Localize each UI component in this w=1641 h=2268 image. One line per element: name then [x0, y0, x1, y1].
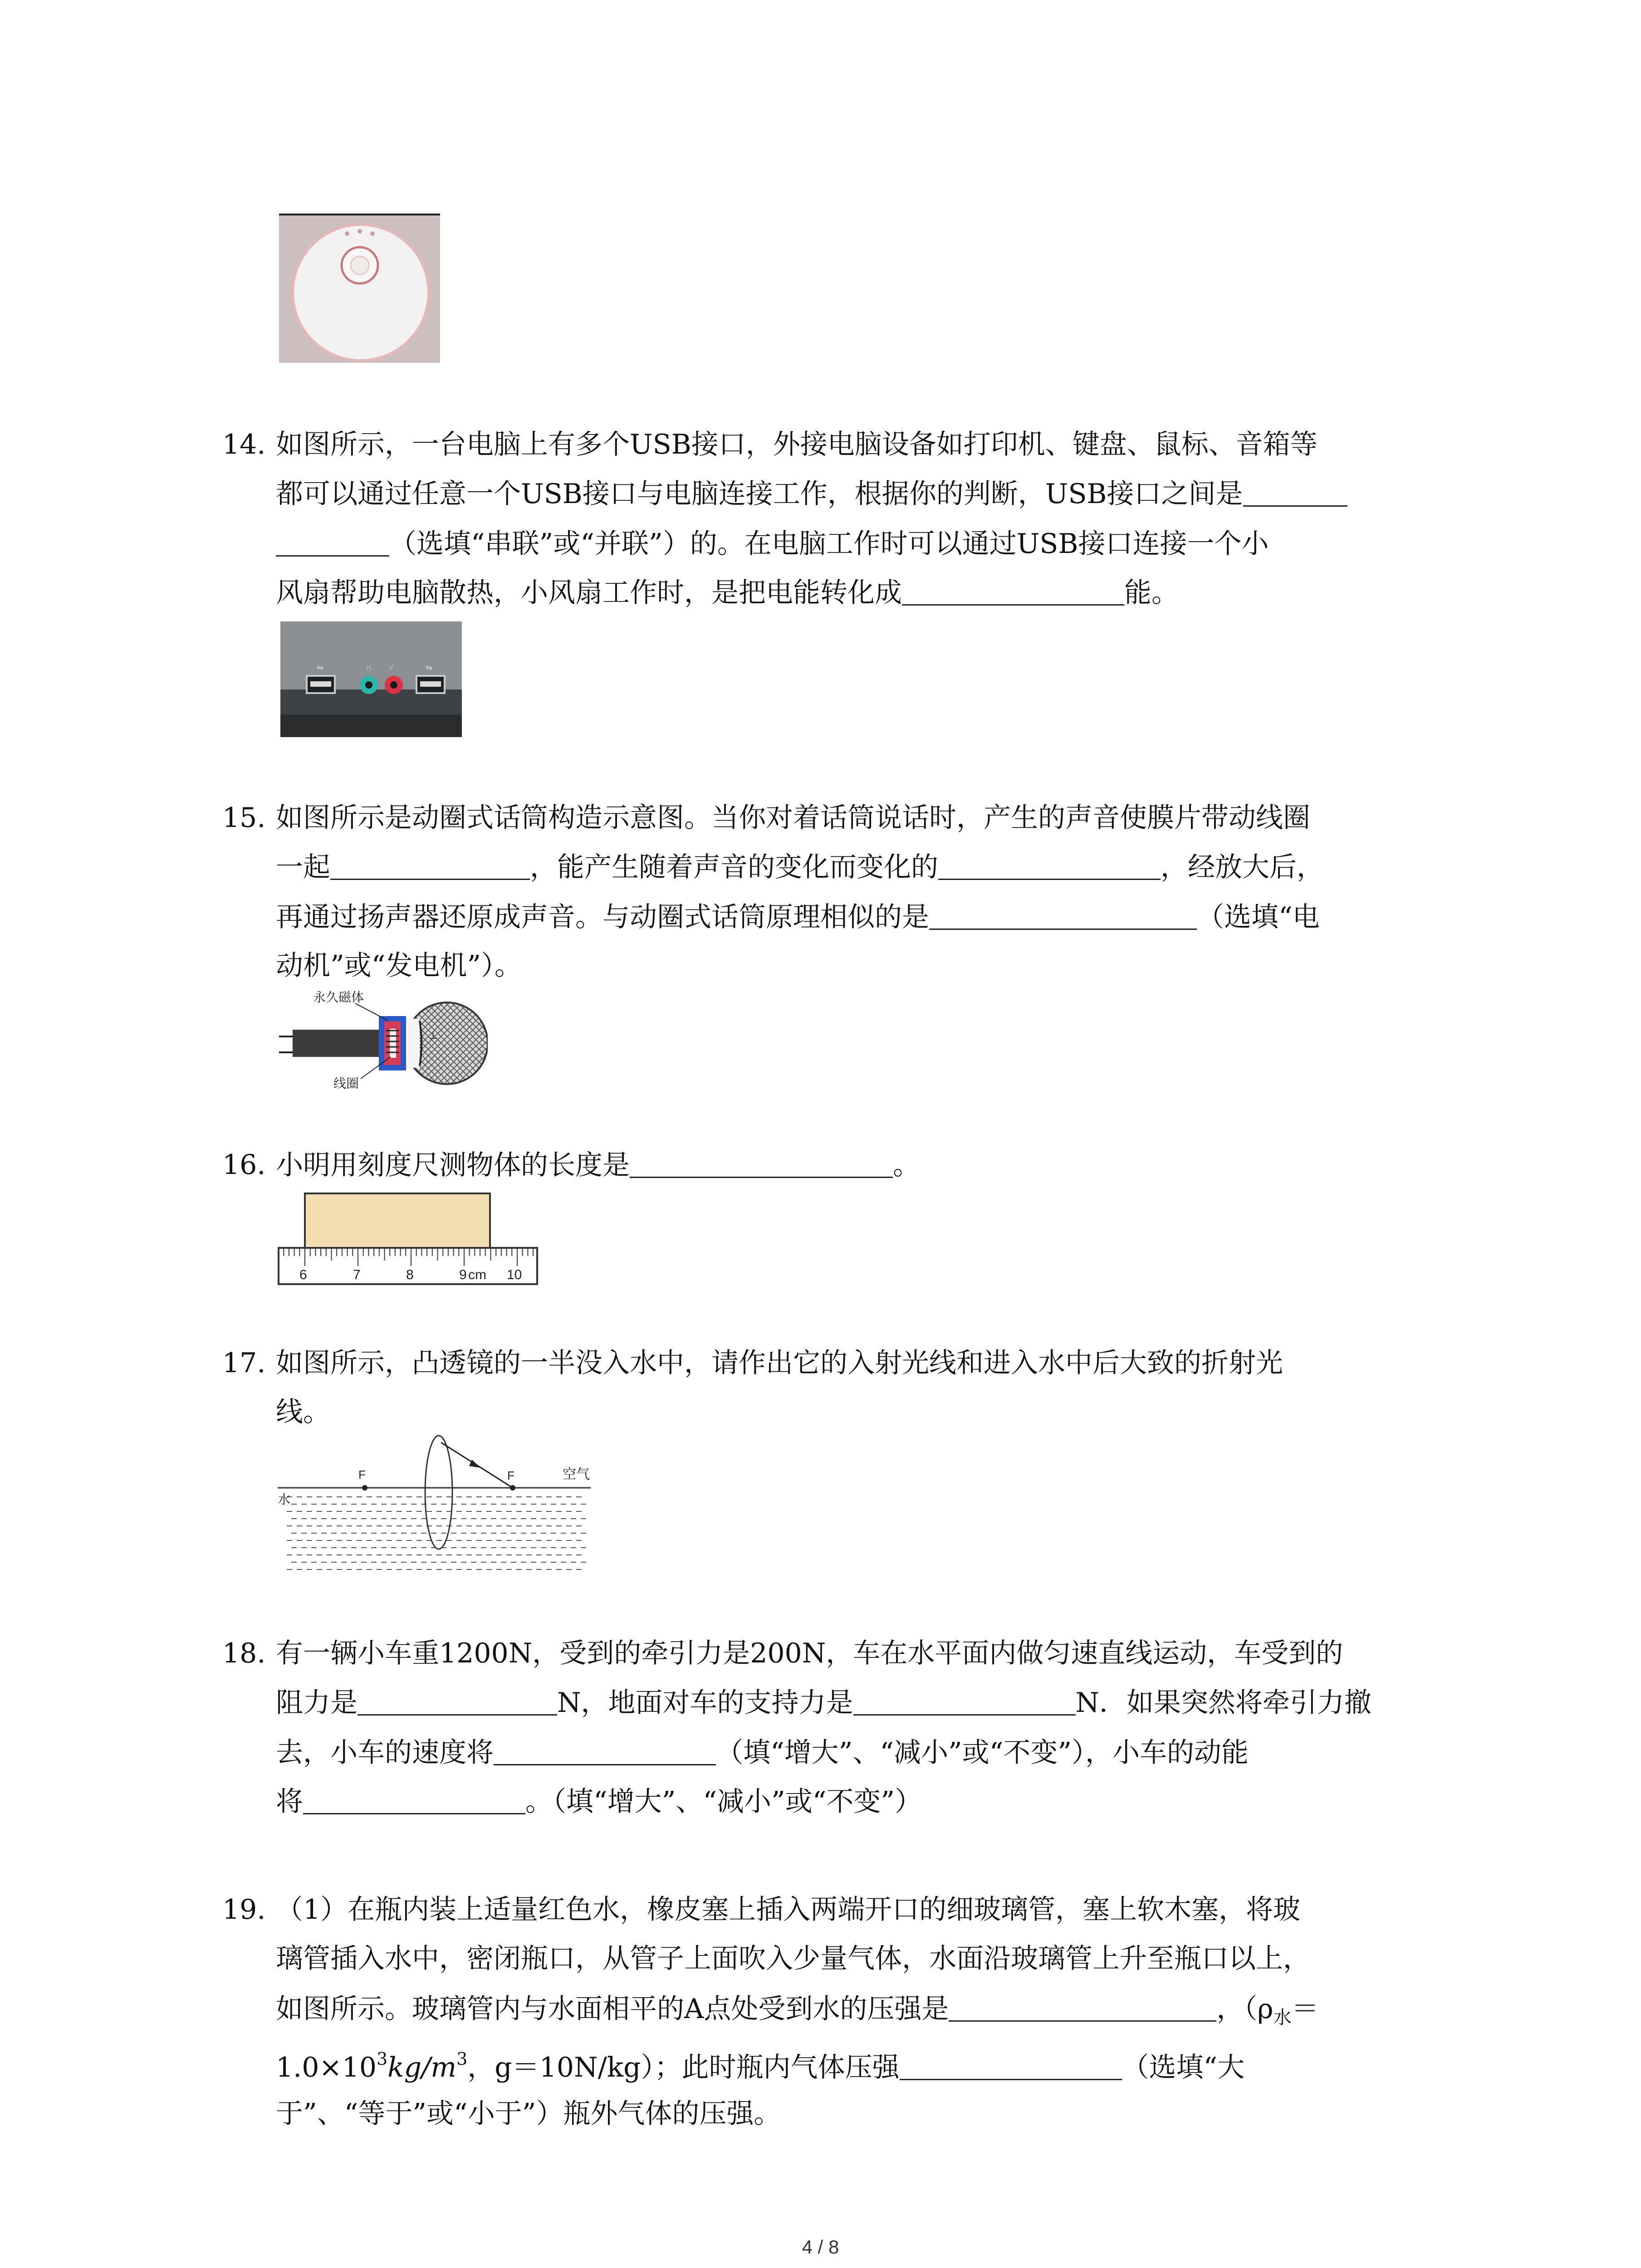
question-text: $1.0\times 10^3kg/m^3$，g＝10N/kg）；此时瓶内气体压强 （选填“大: [276, 2049, 1245, 2083]
answer-blank[interactable]: [1243, 480, 1347, 507]
fig-label: 永久磁体: [313, 990, 364, 1004]
question-text: 将 。（填“增大”、“减小”或“不变”）: [276, 1786, 922, 1818]
svg-text:⇋: ⇋: [426, 663, 433, 672]
ruler-diagram: [278, 1191, 541, 1286]
question-text: 璃管插入水中，密闭瓶口，从管子上面吹入少量气体，水面沿玻璃管上升至瓶口以上，: [276, 1943, 1310, 1975]
question-text: 动机”或“发电机”）。: [276, 950, 522, 982]
answer-blank[interactable]: [938, 853, 1161, 880]
answer-blank[interactable]: [949, 1995, 1216, 2022]
question-text: 线。: [276, 1396, 330, 1428]
question-15: [222, 804, 1470, 995]
question-text: 于”、“等于”或“小于”）瓶外气体的压强。: [276, 2098, 781, 2130]
question-17: [222, 1349, 1470, 1440]
svg-text:∩: ∩: [366, 663, 372, 672]
focus-label: F: [507, 1469, 514, 1482]
svg-text:∕: ∕: [391, 663, 393, 672]
question-18: [222, 1637, 1470, 1830]
usb-ports-photo: [280, 621, 462, 737]
lens-water-diagram: [278, 1429, 604, 1579]
answer-blank[interactable]: [494, 1739, 716, 1765]
answer-blank[interactable]: [630, 1151, 893, 1178]
question-text: 风扇帮助电脑散热，小风扇工作时，是把电能转化成 能。: [276, 577, 1179, 609]
fig-label: 线圈: [333, 1076, 359, 1090]
question-text: （1）在瓶内装上适量红色水，橡皮塞上插入两端开口的细玻璃管，塞上软木塞，将玻: [276, 1894, 1301, 1926]
question-number: 19.: [222, 1894, 266, 1926]
answer-blank[interactable]: [303, 1788, 525, 1814]
page-number: 4 / 8: [802, 2236, 839, 2258]
ruler-unit-label: cm: [468, 1267, 486, 1282]
question-16: [222, 1151, 1470, 1192]
question-number: 18.: [222, 1637, 266, 1669]
question-number: 16.: [222, 1149, 266, 1181]
answer-blank[interactable]: [330, 853, 530, 880]
svg-text:⇋: ⇋: [317, 663, 324, 672]
question-text: 如图所示。玻璃管内与水面相平的A点处受到水的压强是 ，（$\rho_水=$: [276, 1993, 1319, 2028]
question-text: 阻力是 N，地面对车的支持力是 N．如果突然将牵引力撤: [276, 1687, 1372, 1719]
answer-blank[interactable]: [853, 1689, 1076, 1716]
question-text: 去，小车的速度将 （填“增大”、“减小”或“不变”），小车的动能: [276, 1737, 1249, 1769]
question-number: 15.: [222, 802, 266, 834]
ruler-tick-label: 7: [353, 1267, 361, 1282]
ruler-tick-label: 9: [459, 1267, 467, 1282]
ruler-tick-label: 8: [406, 1267, 414, 1282]
ruler-tick-label: 10: [507, 1267, 522, 1282]
svg-text:⊥: ⊥: [429, 1030, 438, 1041]
answer-blank[interactable]: [276, 530, 389, 557]
water-label: 水: [278, 1492, 291, 1506]
question-text: 都可以通过任意一个USB接口与电脑连接工作，根据你的判断，USB接口之间是: [276, 480, 1347, 508]
air-label: 空气: [563, 1467, 590, 1482]
answer-blank[interactable]: [929, 903, 1197, 930]
ruler-tick-label: 6: [299, 1267, 307, 1282]
question-text: 如图所示，凸透镜的一半没入水中，请作出它的入射光线和进入水中后大致的折射光: [276, 1347, 1283, 1379]
answer-blank[interactable]: [902, 579, 1124, 606]
question-text: 有一辆小车重1200N，受到的牵引力是200N，车在水平面内做匀速直线运动，车受到的: [276, 1637, 1343, 1669]
answer-blank[interactable]: [358, 1689, 557, 1716]
answer-blank[interactable]: [900, 2053, 1122, 2080]
question-number: 14.: [222, 429, 266, 460]
focus-label: F: [358, 1468, 366, 1481]
question-text: 一起 ，能产生随着声音的变化而变化的 ，经放大后，: [276, 851, 1324, 883]
question-19: [222, 1896, 1470, 2168]
question-text: 如图所示是动圈式话筒构造示意图。当你对着话筒说话时，产生的声音使膜片带动线圈: [276, 802, 1310, 834]
question-text: （选填“串联”或“并联”）的。在电脑工作时可以通过USB接口连接一个小: [276, 530, 1269, 557]
microphone-diagram: [279, 989, 488, 1091]
robot-vacuum-photo: [279, 213, 440, 363]
question-number: 17.: [222, 1347, 266, 1379]
question-text: 再通过扬声器还原成声音。与动圈式话筒原理相似的是 （选填“电: [276, 901, 1320, 933]
question-text: 小明用刻度尺测物体的长度是 。: [276, 1149, 920, 1181]
question-14: [222, 431, 1470, 621]
question-text: 如图所示，一台电脑上有多个USB接口，外接电脑设备如打印机、键盘、鼠标、音箱等: [276, 429, 1318, 460]
